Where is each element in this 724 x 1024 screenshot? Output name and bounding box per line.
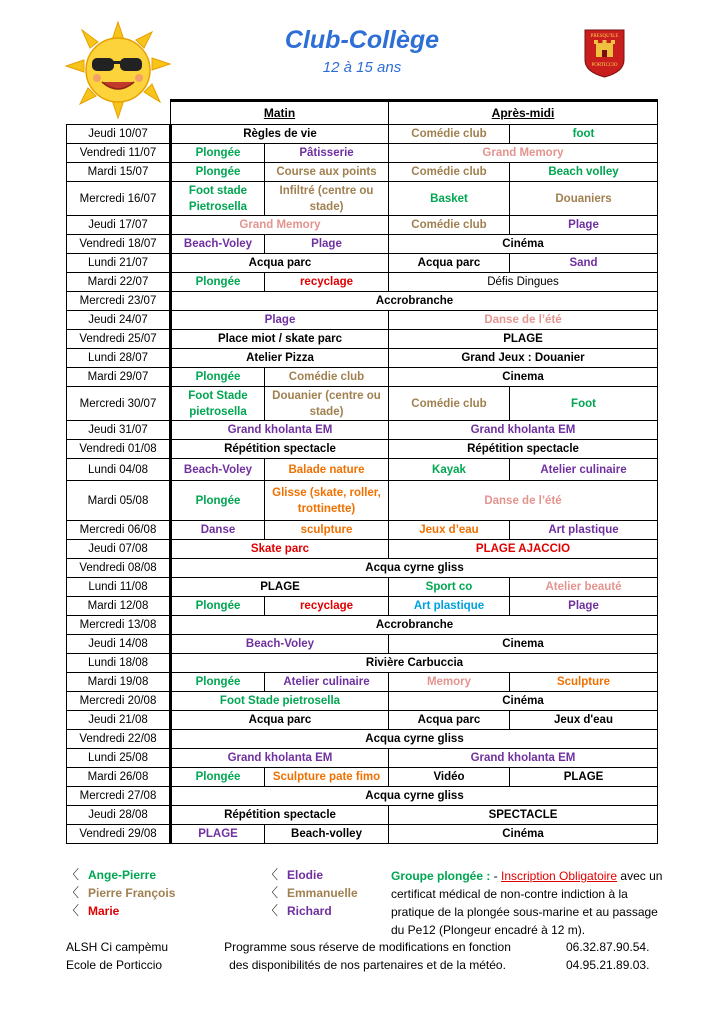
afternoon-activity: Atelier culinaire — [510, 459, 658, 481]
afternoon-activity: Défis Dingues — [389, 273, 658, 292]
bracket-icon: 〈 — [66, 867, 80, 882]
day-cell: Mardi 22/07 — [67, 273, 171, 292]
day-cell: Lundi 21/07 — [67, 254, 171, 273]
day-cell: Mardi 26/08 — [67, 768, 171, 787]
morning-activity: Grand Memory — [171, 216, 389, 235]
morning-activity: Atelier Pizza — [171, 349, 389, 368]
morning-activity: Beach-volley — [265, 825, 389, 844]
morning-activity: Répétition spectacle — [171, 440, 389, 459]
day-cell: Mercredi 06/08 — [67, 521, 171, 540]
day-cell: Jeudi 28/08 — [67, 806, 171, 825]
footer-note — [210, 938, 525, 974]
schedule-row — [67, 521, 658, 540]
morning-activity: Plongée — [171, 163, 265, 182]
column-header-afternoon: Après-midi — [389, 101, 658, 125]
schedule-row — [67, 254, 658, 273]
schedule-row — [67, 597, 658, 616]
schedule-row — [67, 730, 658, 749]
schedule-row — [67, 125, 658, 144]
footer-org-line-2: Ecole de Porticcio — [66, 958, 163, 972]
day-cell: Lundi 11/08 — [67, 578, 171, 597]
morning-activity: Rivière Carbuccia — [171, 654, 658, 673]
day-cell: Mardi 15/07 — [67, 163, 171, 182]
footer-phones — [566, 938, 649, 974]
day-cell: Mercredi 20/08 — [67, 692, 171, 711]
afternoon-activity: Grand Jeux : Douanier — [389, 349, 658, 368]
morning-activity: Plongée — [171, 144, 265, 163]
afternoon-activity: Sculpture — [510, 673, 658, 692]
afternoon-activity: Grand Memory — [389, 144, 658, 163]
schedule-row — [67, 440, 658, 459]
day-cell: Jeudi 14/08 — [67, 635, 171, 654]
schedule-table — [66, 99, 658, 844]
morning-activity: Plongée — [171, 673, 265, 692]
day-cell: Jeudi 10/07 — [67, 125, 171, 144]
afternoon-activity: Jeux d'eau — [510, 711, 658, 730]
day-cell: Lundi 18/08 — [67, 654, 171, 673]
afternoon-activity: Atelier beauté — [510, 578, 658, 597]
staff-name: Marie — [88, 904, 120, 918]
afternoon-activity: Danse de l’été — [389, 311, 658, 330]
afternoon-activity: Douaniers — [510, 182, 658, 216]
staff-item — [66, 884, 175, 902]
staff-item — [66, 866, 175, 884]
morning-activity: Infiltré (centre ou stade) — [265, 182, 389, 216]
bracket-icon: 〈 — [265, 867, 279, 882]
morning-activity: Balade nature — [265, 459, 389, 481]
schedule-row — [67, 692, 658, 711]
morning-activity: Foot Stade pietrosella — [171, 692, 389, 711]
schedule-row — [67, 578, 658, 597]
plongee-label: Groupe plongée : — [391, 869, 491, 883]
schedule-row — [67, 711, 658, 730]
schedule-row — [67, 787, 658, 806]
afternoon-activity: Comédie club — [389, 387, 510, 421]
day-cell: Mercredi 27/08 — [67, 787, 171, 806]
staff-item — [66, 902, 175, 920]
column-header-morning: Matin — [171, 101, 389, 125]
day-cell: Mercredi 23/07 — [67, 292, 171, 311]
staff-item — [265, 866, 358, 884]
morning-activity: Plage — [265, 235, 389, 254]
afternoon-activity: Grand kholanta EM — [389, 749, 658, 768]
footer-organisation — [66, 938, 168, 974]
staff-item — [265, 902, 358, 920]
afternoon-activity: Acqua parc — [389, 711, 510, 730]
day-cell: Mardi 05/08 — [67, 481, 171, 521]
staff-legend-left — [66, 866, 175, 920]
day-cell: Vendredi 08/08 — [67, 559, 171, 578]
afternoon-activity: Acqua parc — [389, 254, 510, 273]
morning-activity: Plongée — [171, 768, 265, 787]
afternoon-activity: Memory — [389, 673, 510, 692]
plongee-text: avec un certificat médical de non-contre indiction à la pratique de la plongée sous-marine et au passage du Pe12 (Plongeur encadré à 12 m). — [391, 869, 663, 937]
afternoon-activity: PLAGE — [389, 330, 658, 349]
staff-name: Richard — [287, 904, 332, 918]
schedule-row — [67, 349, 658, 368]
morning-activity: Répétition spectacle — [171, 806, 389, 825]
schedule-row — [67, 673, 658, 692]
schedule-row — [67, 768, 658, 787]
day-cell: Lundi 28/07 — [67, 349, 171, 368]
morning-activity: Acqua cyrne gliss — [171, 730, 658, 749]
afternoon-activity: Danse de l’été — [389, 481, 658, 521]
staff-name: Pierre François — [88, 886, 176, 900]
page-title: Club-Collège — [284, 26, 440, 54]
day-cell: Mardi 29/07 — [67, 368, 171, 387]
morning-activity: Glisse (skate, roller, trottinette) — [265, 481, 389, 521]
day-cell: Vendredi 11/07 — [67, 144, 171, 163]
staff-item — [265, 884, 358, 902]
morning-activity: Skate parc — [171, 540, 389, 559]
staff-name: Ange-Pierre — [88, 868, 157, 882]
footer-org-line-1: ALSH Ci campèmu — [66, 940, 169, 954]
schedule-row — [67, 273, 658, 292]
morning-activity: PLAGE — [171, 825, 265, 844]
phone-1: 06.32.87.90.54. — [566, 940, 650, 954]
schedule-row — [67, 540, 658, 559]
afternoon-activity: Vidéo — [389, 768, 510, 787]
day-cell: Lundi 25/08 — [67, 749, 171, 768]
morning-activity: Plongée — [171, 481, 265, 521]
day-cell: Vendredi 25/07 — [67, 330, 171, 349]
bracket-icon: 〈 — [66, 885, 80, 900]
day-cell: Jeudi 24/07 — [67, 311, 171, 330]
bracket-icon: 〈 — [265, 903, 279, 918]
schedule-row — [67, 749, 658, 768]
morning-activity: sculpture — [265, 521, 389, 540]
schedule-row — [67, 182, 658, 216]
morning-activity: Accrobranche — [171, 292, 658, 311]
afternoon-activity: Sand — [510, 254, 658, 273]
afternoon-activity: PLAGE AJACCIO — [389, 540, 658, 559]
afternoon-activity: Cinema — [389, 635, 658, 654]
schedule-body — [67, 125, 658, 844]
footer-note-line-2: des disponibilités de nos partenaires et de la météo. — [229, 958, 506, 972]
schedule-row — [67, 421, 658, 440]
morning-activity: Comédie club — [265, 368, 389, 387]
schedule-row — [67, 616, 658, 635]
schedule-row — [67, 459, 658, 481]
morning-activity: Acqua cyrne gliss — [171, 559, 658, 578]
afternoon-activity: Cinéma — [389, 692, 658, 711]
afternoon-activity: Comédie club — [389, 163, 510, 182]
morning-activity: Accrobranche — [171, 616, 658, 635]
afternoon-activity: Jeux d’eau — [389, 521, 510, 540]
staff-legend-right — [265, 866, 358, 920]
morning-activity: Course aux points — [265, 163, 389, 182]
header-blank — [67, 101, 171, 125]
day-cell: Jeudi 21/08 — [67, 711, 171, 730]
staff-name: Elodie — [287, 868, 324, 882]
day-cell: Vendredi 18/07 — [67, 235, 171, 254]
afternoon-activity: Grand kholanta EM — [389, 421, 658, 440]
bracket-icon: 〈 — [265, 885, 279, 900]
morning-activity: Beach-Voley — [171, 235, 265, 254]
morning-activity: Foot stade Pietrosella — [171, 182, 265, 216]
logo-top-text: PRESQU'ILE — [590, 34, 619, 39]
afternoon-activity: Basket — [389, 182, 510, 216]
plongee-inscription: Inscription Obligatoire — [501, 869, 618, 883]
morning-activity: Atelier culinaire — [265, 673, 389, 692]
morning-activity: Pâtisserie — [265, 144, 389, 163]
schedule-row — [67, 368, 658, 387]
day-cell: Jeudi 17/07 — [67, 216, 171, 235]
morning-activity: Sculpture pate fimo — [265, 768, 389, 787]
morning-activity: Plongée — [171, 368, 265, 387]
morning-activity: PLAGE — [171, 578, 389, 597]
day-cell: Mercredi 16/07 — [67, 182, 171, 216]
morning-activity: Plongée — [171, 597, 265, 616]
schedule-row — [67, 481, 658, 521]
morning-activity: Place miot / skate parc — [171, 330, 389, 349]
morning-activity: Danse — [171, 521, 265, 540]
morning-activity: recyclage — [265, 273, 389, 292]
schedule-row — [67, 806, 658, 825]
morning-activity: Douanier (centre ou stade) — [265, 387, 389, 421]
schedule-row — [67, 311, 658, 330]
plongee-notice — [391, 867, 671, 939]
bracket-icon: 〈 — [66, 903, 80, 918]
schedule-row — [67, 235, 658, 254]
page-subtitle: 12 à 15 ans — [322, 59, 402, 76]
staff-name: Emmanuelle — [287, 886, 358, 900]
schedule-row — [67, 144, 658, 163]
day-cell: Vendredi 01/08 — [67, 440, 171, 459]
afternoon-activity: Cinéma — [389, 235, 658, 254]
afternoon-activity: Répétition spectacle — [389, 440, 658, 459]
afternoon-activity: Cinéma — [389, 825, 658, 844]
porticcio-crest-logo — [583, 28, 626, 78]
schedule-row — [67, 825, 658, 844]
day-cell: Mardi 19/08 — [67, 673, 171, 692]
schedule-row — [67, 292, 658, 311]
footer-note-line-1: Programme sous réserve de modifications en fonction — [224, 940, 511, 954]
morning-activity: Acqua cyrne gliss — [171, 787, 658, 806]
morning-activity: Beach-Voley — [171, 459, 265, 481]
morning-activity: Acqua parc — [171, 711, 389, 730]
morning-activity: recyclage — [265, 597, 389, 616]
morning-activity: Acqua parc — [171, 254, 389, 273]
afternoon-activity: Plage — [510, 597, 658, 616]
day-cell: Lundi 04/08 — [67, 459, 171, 481]
day-cell: Vendredi 22/08 — [67, 730, 171, 749]
afternoon-activity: Foot — [510, 387, 658, 421]
afternoon-activity: Art plastique — [510, 521, 658, 540]
day-cell: Mardi 12/08 — [67, 597, 171, 616]
schedule-row — [67, 654, 658, 673]
afternoon-activity: Plage — [510, 216, 658, 235]
morning-activity: Beach-Voley — [171, 635, 389, 654]
day-cell: Jeudi 07/08 — [67, 540, 171, 559]
schedule-row — [67, 330, 658, 349]
day-cell: Jeudi 31/07 — [67, 421, 171, 440]
schedule-row — [67, 635, 658, 654]
morning-activity: Règles de vie — [171, 125, 389, 144]
afternoon-activity: Art plastique — [389, 597, 510, 616]
afternoon-activity: Beach volley — [510, 163, 658, 182]
logo-bottom-text: PORTICCIO — [591, 63, 618, 68]
morning-activity: Grand kholanta EM — [171, 421, 389, 440]
morning-activity: Plage — [171, 311, 389, 330]
morning-activity: Plongée — [171, 273, 265, 292]
schedule-row — [67, 216, 658, 235]
schedule-row — [67, 559, 658, 578]
afternoon-activity: Comédie club — [389, 216, 510, 235]
afternoon-activity: foot — [510, 125, 658, 144]
day-cell: Vendredi 29/08 — [67, 825, 171, 844]
phone-2: 04.95.21.89.03. — [566, 958, 650, 972]
afternoon-activity: Kayak — [389, 459, 510, 481]
day-cell: Mercredi 13/08 — [67, 616, 171, 635]
afternoon-activity: Sport co — [389, 578, 510, 597]
morning-activity: Grand kholanta EM — [171, 749, 389, 768]
plongee-separator: - — [490, 869, 502, 883]
schedule-row — [67, 387, 658, 421]
schedule-row — [67, 163, 658, 182]
afternoon-activity: SPECTACLE — [389, 806, 658, 825]
day-cell: Mercredi 30/07 — [67, 387, 171, 421]
afternoon-activity: PLAGE — [510, 768, 658, 787]
morning-activity: Foot Stade pietrosella — [171, 387, 265, 421]
afternoon-activity: Cinema — [389, 368, 658, 387]
afternoon-activity: Comédie club — [389, 125, 510, 144]
